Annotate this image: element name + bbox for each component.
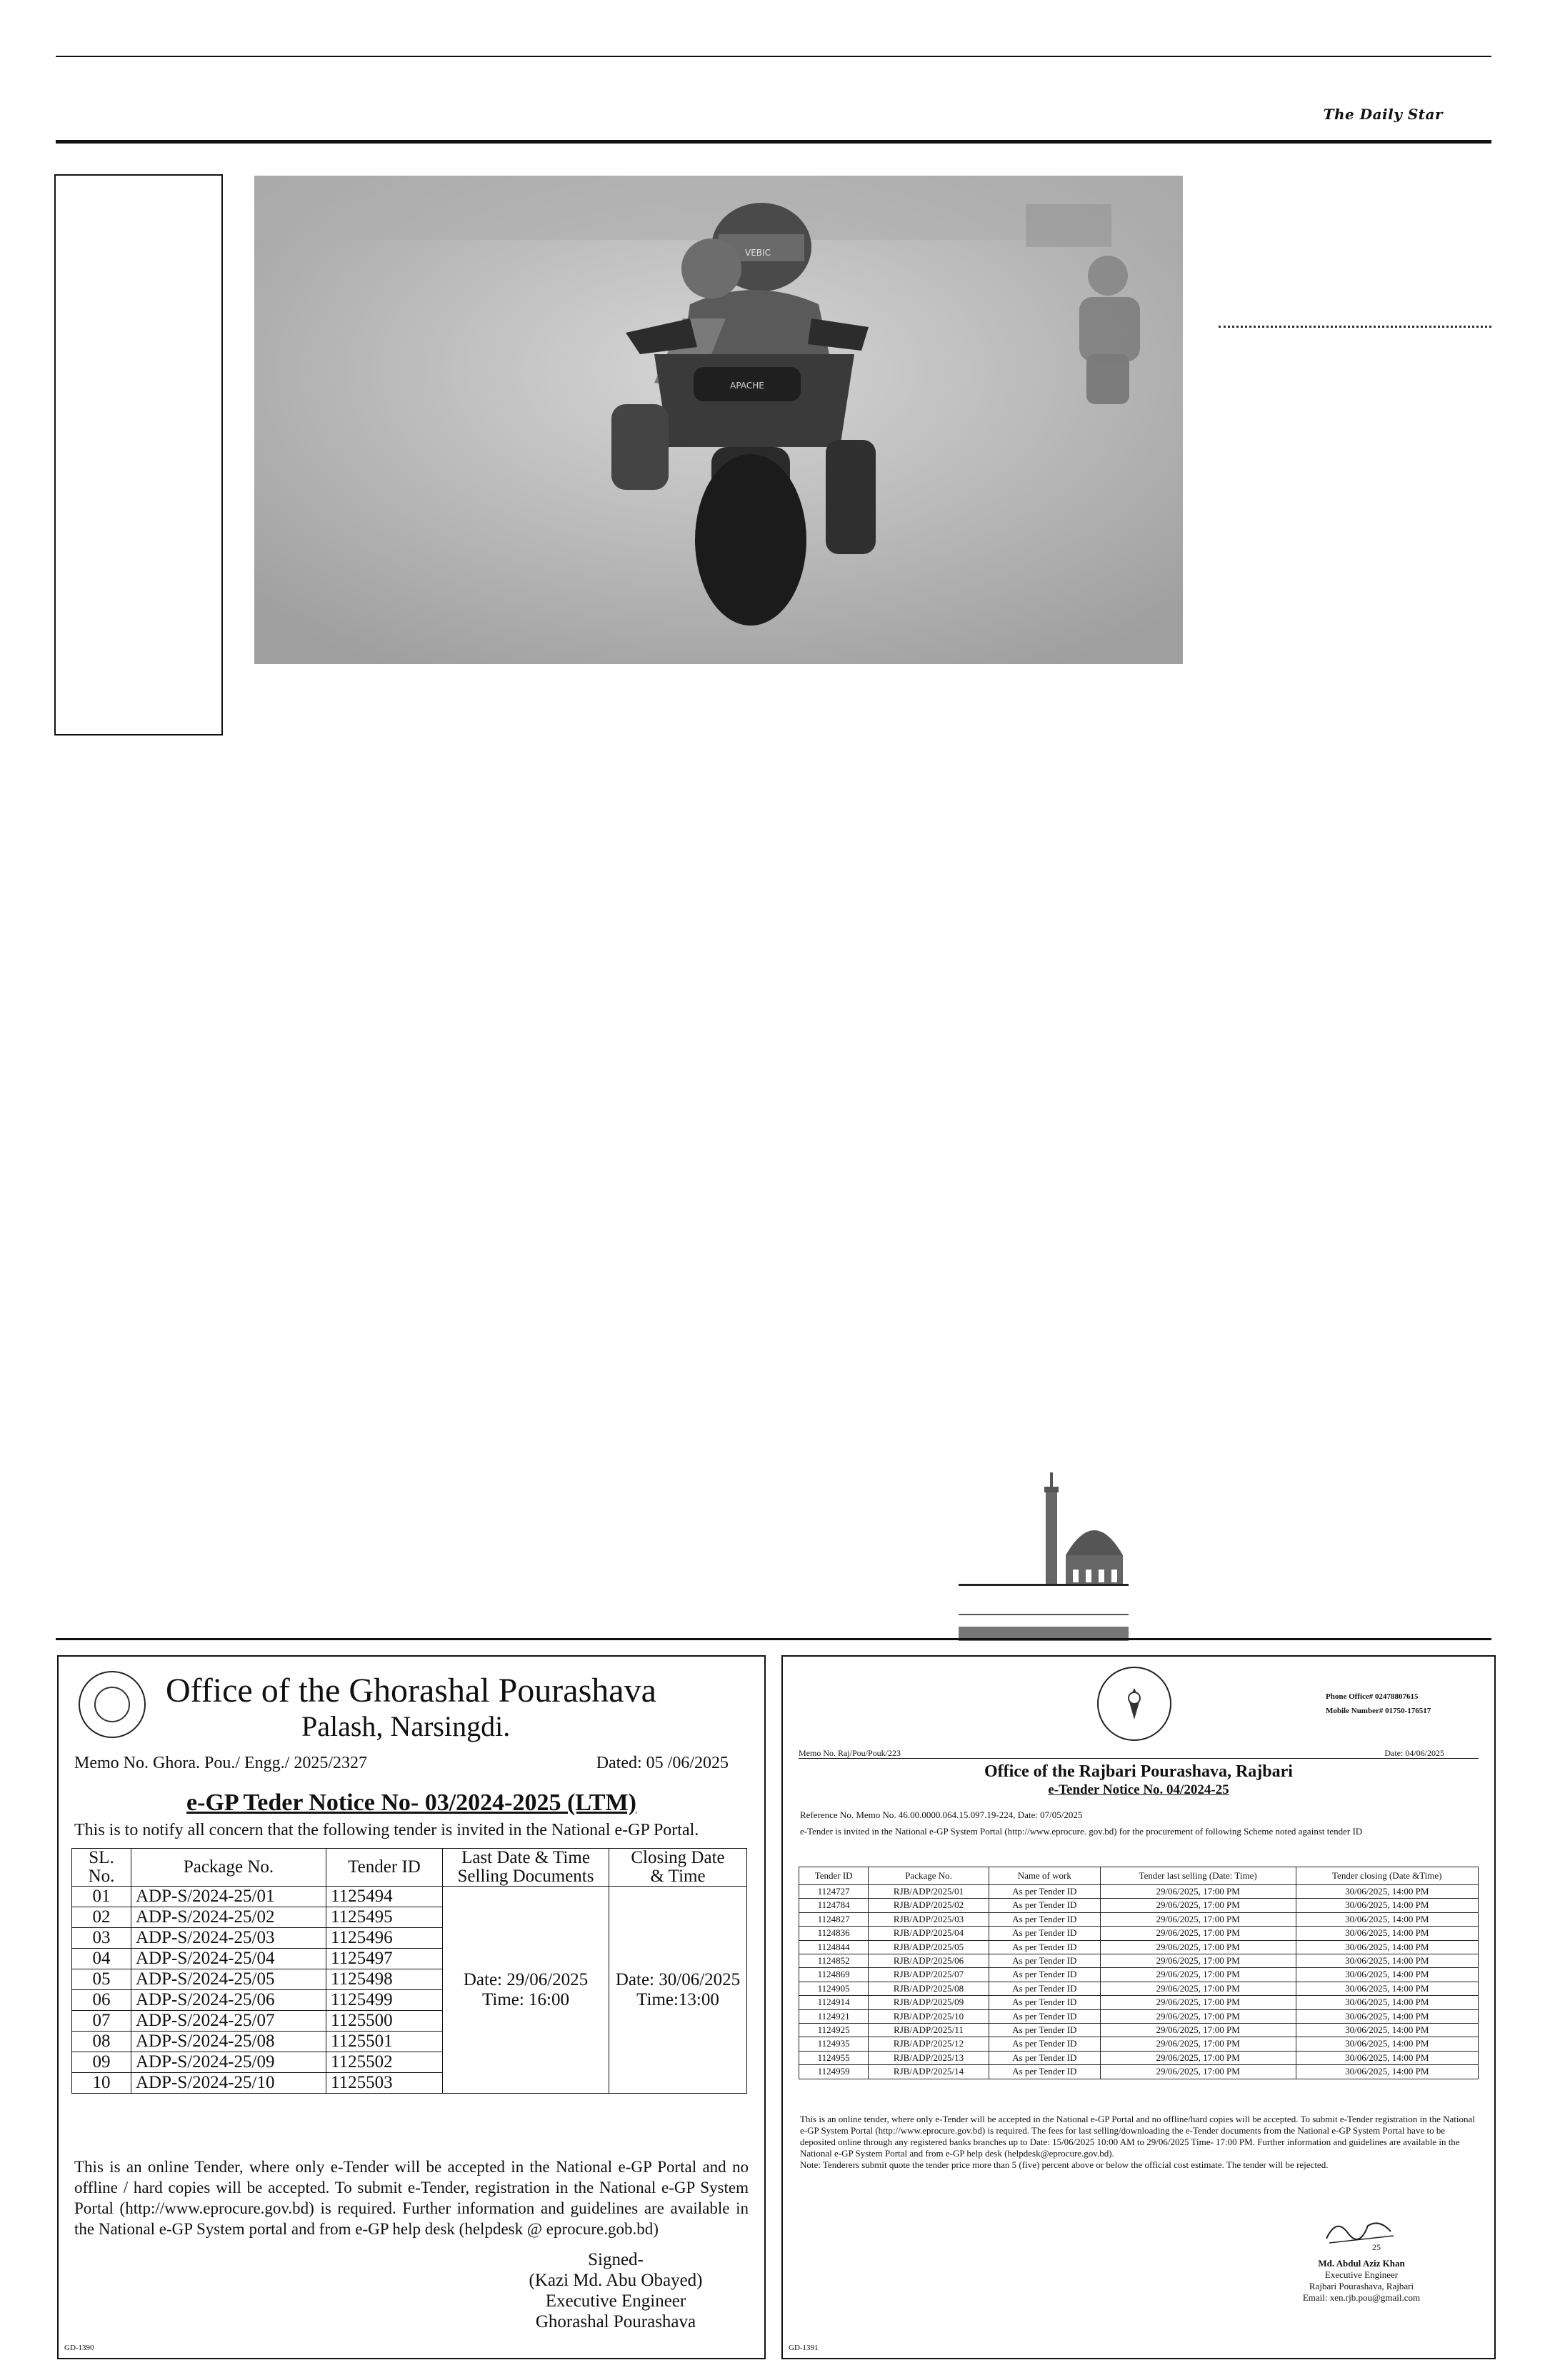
table-cell: 1124955 xyxy=(799,2051,869,2064)
header-cell: Tender ID xyxy=(799,1867,869,1885)
table-cell: 30/06/2025, 14:00 PM xyxy=(1296,1996,1478,2009)
table-cell: 1124844 xyxy=(799,1940,869,1954)
table-cell-tender: 1125495 xyxy=(326,1907,443,1928)
table-cell: 1124784 xyxy=(799,1899,869,1912)
last-date: Date: 29/06/2025 xyxy=(463,1969,589,1989)
table-cell: 1124935 xyxy=(799,2037,869,2051)
table-cell: 1124925 xyxy=(799,2024,869,2037)
table-cell: 29/06/2025, 17:00 PM xyxy=(1100,1927,1296,1940)
table-cell: RJB/ADP/2025/05 xyxy=(869,1940,989,1954)
signer-name: Md. Abdul Aziz Khan xyxy=(1318,2258,1405,2269)
table-cell: 29/06/2025, 17:00 PM xyxy=(1100,2065,1296,2079)
table-cell: RJB/ADP/2025/10 xyxy=(869,2009,989,2023)
signer-org: Rajbari Pourashava, Rajbari xyxy=(1309,2281,1414,2291)
table-cell-tender: 1125497 xyxy=(326,1949,443,1969)
signer-org: Ghorashal Pourashava xyxy=(535,2312,696,2331)
close-time: Time:13:00 xyxy=(636,1989,719,2009)
table-cell-package: ADP-S/2024-25/10 xyxy=(131,2073,326,2094)
terms-note: Note: Tenderers submit quote the tender price more than 5 (five) percent above or below the official cost estimate. The tender will be rejected. xyxy=(800,2159,1329,2170)
gd-code: GD-1390 xyxy=(64,2344,94,2352)
table-cell: 30/06/2025, 14:00 PM xyxy=(1296,2024,1478,2037)
table-header-row xyxy=(799,1867,1479,1885)
masthead-logo: The Daily Star xyxy=(1323,106,1443,123)
signed-label: Signed- xyxy=(588,2250,644,2269)
table-cell: 30/06/2025, 14:00 PM xyxy=(1296,1927,1478,1940)
table-cell: RJB/ADP/2025/04 xyxy=(869,1927,989,1940)
tender-terms: This is an online Tender, where only e-Tender will be accepted in the National e-GP Portal and no offline / hard copies will be accepted. To submit e-Tender, registration in the National e-GP System Portal (http://www.eprocure.gov.bd) is required. Further information and guidelines are available in the National e-GP System portal and from e-GP help desk (helpdesk @ eprocure.gob.bd) xyxy=(74,2158,749,2238)
notice-intro: e-Tender is invited in the National e-GP System Portal (http://www.eprocure. gov.bd) for the procurement of following Scheme noted against tender ID xyxy=(800,1826,1363,1837)
terms-text: This is an online tender, where only e-Tender will be accepted in the National e-GP Portal and no offline/hard copies will be accepted. To submit e-Tender registration in the National e-GP System Portal (http://www.eprocure.gov.bd) is required. The fees for last selling/downloading the e-Tender documents from the National e-GP System Portal have to be deposited online through any registered banks branches up to Date: 15/06/2025 10:00 AM to 29/06/2025 Time- 17:00 PM. Further information and guidelines are available in the National e-GP System Portal and from e-GP help desk (helpdesk@eprocure.gov.bd). xyxy=(800,2114,1475,2159)
table-row xyxy=(799,2037,1479,2051)
signer-designation: Executive Engineer xyxy=(545,2291,686,2311)
header-package: Package No. xyxy=(131,1849,326,1887)
table-cell-tender: 1125494 xyxy=(326,1887,443,1907)
table-cell: 1124959 xyxy=(799,2065,869,2079)
header-last-date: Last Date & Time Selling Documents xyxy=(443,1849,609,1887)
table-cell-package: ADP-S/2024-25/04 xyxy=(131,1949,326,1969)
table-cell: 29/06/2025, 17:00 PM xyxy=(1100,2009,1296,2023)
header-cell: Tender last selling (Date: Time) xyxy=(1100,1867,1296,1885)
table-cell: As per Tender ID xyxy=(989,2037,1100,2051)
ad-office-title: Office of the Ghorashal Pourashava xyxy=(166,1672,656,1709)
table-cell: 29/06/2025, 17:00 PM xyxy=(1100,1968,1296,1982)
table-cell: As per Tender ID xyxy=(989,2065,1100,2079)
table-cell-package: ADP-S/2024-25/05 xyxy=(131,1969,326,1990)
table-cell: As per Tender ID xyxy=(989,1927,1100,1940)
signature-mark xyxy=(1322,2210,1401,2253)
table-cell-tender: 1125503 xyxy=(326,2073,443,2094)
table-cell: As per Tender ID xyxy=(989,1968,1100,1982)
close-date: Date: 30/06/2025 xyxy=(615,1969,741,1989)
sidebar-box xyxy=(54,174,223,735)
table-cell-tender: 1125500 xyxy=(326,2011,443,2032)
table-row xyxy=(799,1954,1479,1968)
table-cell: As per Tender ID xyxy=(989,2009,1100,2023)
table-cell: 30/06/2025, 14:00 PM xyxy=(1296,2037,1478,2051)
news-photo xyxy=(254,176,1183,664)
tender-terms xyxy=(800,2114,1477,2171)
table-cell: 1124921 xyxy=(799,2009,869,2023)
table-cell-package: ADP-S/2024-25/09 xyxy=(131,2052,326,2073)
last-selling-cell xyxy=(443,1887,609,2094)
header-cell: Package No. xyxy=(869,1867,989,1885)
motorcycle-illustration xyxy=(254,176,1183,664)
table-row xyxy=(799,1912,1479,1926)
table-cell-sl: 08 xyxy=(72,2032,131,2052)
table-cell: 29/06/2025, 17:00 PM xyxy=(1100,1996,1296,2009)
memo-number: Memo No. Ghora. Pou./ Engg./ 2025/2327 xyxy=(74,1754,367,1772)
table-cell: 29/06/2025, 17:00 PM xyxy=(1100,1954,1296,1968)
header-rule xyxy=(56,140,1491,144)
table-cell: 30/06/2025, 14:00 PM xyxy=(1296,1885,1478,1899)
last-time: Time: 16:00 xyxy=(481,1989,570,2009)
table-cell: 1124914 xyxy=(799,1996,869,2009)
table-cell: RJB/ADP/2025/09 xyxy=(869,1996,989,2009)
table-row xyxy=(799,1927,1479,1940)
header-sl: SL. No. xyxy=(72,1849,131,1887)
table-cell-tender: 1125501 xyxy=(326,2032,443,2052)
table-cell: As per Tender ID xyxy=(989,1982,1100,1995)
table-cell: 1124905 xyxy=(799,1982,869,1995)
table-cell-package: ADP-S/2024-25/01 xyxy=(131,1887,326,1907)
top-rule xyxy=(56,56,1491,57)
table-cell: 30/06/2025, 14:00 PM xyxy=(1296,2009,1478,2023)
ad-office-location: Palash, Narsingdi. xyxy=(301,1710,511,1742)
table-cell: 30/06/2025, 14:00 PM xyxy=(1296,1968,1478,1982)
table-cell-package: ADP-S/2024-25/03 xyxy=(131,1928,326,1949)
table-cell-tender: 1125498 xyxy=(326,1969,443,1990)
table-cell: As per Tender ID xyxy=(989,2024,1100,2037)
table-row xyxy=(799,2051,1479,2064)
bike-text: APACHE xyxy=(730,381,764,391)
table-cell: As per Tender ID xyxy=(989,1912,1100,1926)
signature-date: 25 xyxy=(1372,2242,1381,2252)
tender-table xyxy=(71,1848,747,2094)
table-row xyxy=(72,1887,747,1907)
ads-top-rule xyxy=(56,1638,1491,1640)
table-row xyxy=(799,1996,1479,2009)
table-cell: RJB/ADP/2025/08 xyxy=(869,1982,989,1995)
table-cell: RJB/ADP/2025/12 xyxy=(869,2037,989,2051)
table-cell: 30/06/2025, 14:00 PM xyxy=(1296,1940,1478,1954)
ghorashal-seal-icon xyxy=(79,1671,146,1738)
header-tender-id: Tender ID xyxy=(326,1849,443,1887)
table-row xyxy=(799,1899,1479,1912)
signature-block xyxy=(1254,2258,1469,2304)
table-cell: 30/06/2025, 14:00 PM xyxy=(1296,1954,1478,1968)
mobile-number: Mobile Number# 01750-176517 xyxy=(1326,1707,1431,1715)
table-cell-package: ADP-S/2024-25/02 xyxy=(131,1907,326,1928)
tender-table xyxy=(799,1867,1479,2079)
table-cell: 1124727 xyxy=(799,1885,869,1899)
notice-title: e-Tender Notice No. 04/2024-25 xyxy=(1048,1782,1229,1797)
table-cell: 29/06/2025, 17:00 PM xyxy=(1100,1899,1296,1912)
closing-cell xyxy=(609,1887,747,2094)
ghorashal-tender-ad xyxy=(57,1655,766,2359)
table-cell: RJB/ADP/2025/13 xyxy=(869,2051,989,2064)
gd-code: GD-1391 xyxy=(789,2344,819,2352)
table-row xyxy=(799,2024,1479,2037)
table-cell-tender: 1125496 xyxy=(326,1928,443,1949)
dotted-divider xyxy=(1219,326,1491,328)
notice-title: e-GP Teder Notice No- 03/2024-2025 (LTM) xyxy=(186,1789,636,1816)
table-cell-sl: 05 xyxy=(72,1969,131,1990)
table-cell: As per Tender ID xyxy=(989,2051,1100,2064)
table-cell: As per Tender ID xyxy=(989,1954,1100,1968)
rajbari-seal-icon xyxy=(1097,1667,1171,1741)
table-cell: 30/06/2025, 14:00 PM xyxy=(1296,1899,1478,1912)
table-cell-sl: 02 xyxy=(72,1907,131,1928)
table-cell: 29/06/2025, 17:00 PM xyxy=(1100,1940,1296,1954)
table-cell: 1124827 xyxy=(799,1912,869,1926)
table-cell: 29/06/2025, 17:00 PM xyxy=(1100,1912,1296,1926)
table-cell: 29/06/2025, 17:00 PM xyxy=(1100,2037,1296,2051)
table-cell: 1124869 xyxy=(799,1968,869,1982)
table-cell: As per Tender ID xyxy=(989,1996,1100,2009)
header-cell: Tender closing (Date &Time) xyxy=(1296,1867,1478,1885)
table-cell-sl: 09 xyxy=(72,2052,131,2073)
helmet-text: VEBIC xyxy=(745,248,771,258)
notice-intro: This is to notify all concern that the following tender is invited in the National e-GP Portal. xyxy=(74,1821,699,1839)
table-cell: 1124852 xyxy=(799,1954,869,1968)
table-cell-tender: 1125499 xyxy=(326,1990,443,2011)
table-cell: RJB/ADP/2025/14 xyxy=(869,2065,989,2079)
table-cell: 29/06/2025, 17:00 PM xyxy=(1100,2024,1296,2037)
table-row xyxy=(799,1885,1479,1899)
header-closing-date: Closing Date & Time xyxy=(609,1849,747,1887)
table-cell: 30/06/2025, 14:00 PM xyxy=(1296,1912,1478,1926)
table-cell-sl: 06 xyxy=(72,1990,131,2011)
table-row xyxy=(799,1982,1479,1995)
table-cell: RJB/ADP/2025/06 xyxy=(869,1954,989,1968)
table-cell: 30/06/2025, 14:00 PM xyxy=(1296,2065,1478,2079)
memo-number: Memo No. Raj/Pou/Pouk/223 xyxy=(799,1748,901,1758)
phone-block xyxy=(1326,1689,1431,1718)
table-cell-package: ADP-S/2024-25/07 xyxy=(131,2011,326,2032)
table-cell-sl: 03 xyxy=(72,1928,131,1949)
table-cell: 30/06/2025, 14:00 PM xyxy=(1296,2051,1478,2064)
memo-date: Date: 04/06/2025 xyxy=(1384,1748,1444,1758)
table-cell: 1124836 xyxy=(799,1927,869,1940)
table-row xyxy=(799,1940,1479,1954)
reference-line: Reference No. Memo No. 46.00.0000.064.15.097.19-224, Date: 07/05/2025 xyxy=(800,1809,1083,1820)
table-cell: As per Tender ID xyxy=(989,1940,1100,1954)
signer-email: Email: xen.rjb.pou@gmail.com xyxy=(1302,2292,1421,2303)
table-cell: RJB/ADP/2025/11 xyxy=(869,2024,989,2037)
table-cell-package: ADP-S/2024-25/06 xyxy=(131,1990,326,2011)
phone-office: Phone Office# 02478807615 xyxy=(1326,1692,1419,1701)
table-cell: RJB/ADP/2025/03 xyxy=(869,1912,989,1926)
signer-name: (Kazi Md. Abu Obayed) xyxy=(529,2271,703,2290)
memo-date: Dated: 05 /06/2025 xyxy=(596,1754,729,1772)
table-cell-sl: 07 xyxy=(72,2011,131,2032)
table-cell-sl: 04 xyxy=(72,1949,131,1969)
table-cell: As per Tender ID xyxy=(989,1899,1100,1912)
table-cell: 30/06/2025, 14:00 PM xyxy=(1296,1982,1478,1995)
table-cell: As per Tender ID xyxy=(989,1885,1100,1899)
table-row xyxy=(799,2065,1479,2079)
table-cell: 29/06/2025, 17:00 PM xyxy=(1100,1982,1296,1995)
table-cell-sl: 01 xyxy=(72,1887,131,1907)
table-row xyxy=(799,1968,1479,1982)
table-cell-sl: 10 xyxy=(72,2073,131,2094)
rajbari-tender-ad xyxy=(781,1655,1496,2359)
table-row xyxy=(799,2009,1479,2023)
table-cell: 29/06/2025, 17:00 PM xyxy=(1100,2051,1296,2064)
signature-block xyxy=(516,2249,716,2332)
table-cell: RJB/ADP/2025/02 xyxy=(869,1899,989,1912)
ad-office-title: Office of the Rajbari Pourashava, Rajbari xyxy=(984,1762,1293,1781)
header-cell: Name of work xyxy=(989,1867,1100,1885)
table-cell-tender: 1125502 xyxy=(326,2052,443,2073)
mosque-icon xyxy=(959,1462,1130,1641)
table-cell: RJB/ADP/2025/01 xyxy=(869,1885,989,1899)
table-cell: 29/06/2025, 17:00 PM xyxy=(1100,1885,1296,1899)
table-cell-package: ADP-S/2024-25/08 xyxy=(131,2032,326,2052)
table-header-row xyxy=(72,1849,747,1887)
table-cell: RJB/ADP/2025/07 xyxy=(869,1968,989,1982)
signer-designation: Executive Engineer xyxy=(1324,2269,1399,2280)
